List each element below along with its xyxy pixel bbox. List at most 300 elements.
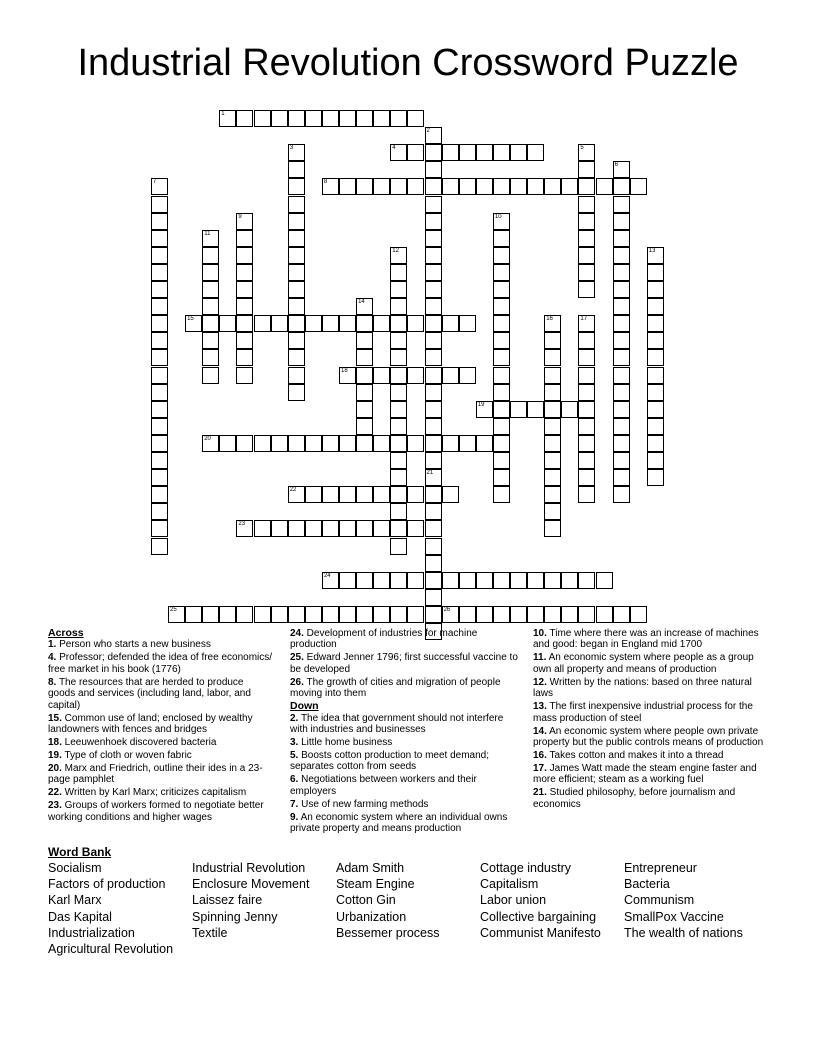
grid-cell[interactable]: [544, 486, 561, 503]
grid-cell[interactable]: [151, 384, 168, 401]
grid-cell[interactable]: [254, 606, 271, 623]
grid-cell[interactable]: [425, 161, 442, 178]
grid-cell[interactable]: [647, 298, 664, 315]
grid-cell[interactable]: [425, 264, 442, 281]
grid-cell[interactable]: [578, 161, 595, 178]
grid-cell[interactable]: [425, 144, 442, 161]
grid-cell[interactable]: [493, 486, 510, 503]
grid-cell[interactable]: [493, 247, 510, 264]
grid-cell[interactable]: [305, 520, 322, 537]
grid-cell[interactable]: [288, 315, 305, 332]
grid-cell[interactable]: [544, 349, 561, 366]
grid-cell[interactable]: [151, 230, 168, 247]
grid-cell[interactable]: [356, 401, 373, 418]
grid-cell[interactable]: [425, 384, 442, 401]
grid-cell[interactable]: [236, 606, 253, 623]
grid-cell[interactable]: [578, 435, 595, 452]
grid-cell[interactable]: [425, 178, 442, 195]
grid-cell[interactable]: [151, 247, 168, 264]
grid-cell[interactable]: [390, 384, 407, 401]
grid-cell[interactable]: [202, 247, 219, 264]
grid-cell[interactable]: [647, 247, 664, 264]
grid-cell[interactable]: [578, 213, 595, 230]
grid-cell[interactable]: [459, 367, 476, 384]
grid-cell[interactable]: [476, 572, 493, 589]
grid-cell[interactable]: [647, 281, 664, 298]
grid-cell[interactable]: [425, 503, 442, 520]
grid-cell[interactable]: [322, 435, 339, 452]
grid-cell[interactable]: [613, 196, 630, 213]
grid-cell[interactable]: [288, 110, 305, 127]
grid-cell[interactable]: [425, 486, 442, 503]
grid-cell[interactable]: [305, 486, 322, 503]
grid-cell[interactable]: [339, 435, 356, 452]
grid-cell[interactable]: [544, 367, 561, 384]
grid-cell[interactable]: [510, 572, 527, 589]
grid-cell[interactable]: [407, 572, 424, 589]
grid-cell[interactable]: [425, 230, 442, 247]
grid-cell[interactable]: [254, 110, 271, 127]
grid-cell[interactable]: [322, 606, 339, 623]
grid-cell[interactable]: [425, 401, 442, 418]
grid-cell[interactable]: [613, 401, 630, 418]
grid-cell[interactable]: [425, 538, 442, 555]
grid-cell[interactable]: [647, 469, 664, 486]
grid-cell[interactable]: [493, 264, 510, 281]
grid-cell[interactable]: [425, 298, 442, 315]
grid-cell[interactable]: [339, 572, 356, 589]
grid-cell[interactable]: [613, 298, 630, 315]
grid-cell[interactable]: [288, 520, 305, 537]
grid-cell[interactable]: [271, 606, 288, 623]
grid-cell[interactable]: [390, 435, 407, 452]
grid-cell[interactable]: [647, 435, 664, 452]
grid-cell[interactable]: [356, 349, 373, 366]
grid-cell[interactable]: [425, 589, 442, 606]
grid-cell[interactable]: [613, 418, 630, 435]
grid-cell[interactable]: [647, 367, 664, 384]
grid-cell[interactable]: [390, 469, 407, 486]
grid-cell[interactable]: [544, 332, 561, 349]
grid-cell[interactable]: [425, 127, 442, 144]
grid-cell[interactable]: [390, 349, 407, 366]
grid-cell[interactable]: [271, 110, 288, 127]
grid-cell[interactable]: [493, 213, 510, 230]
grid-cell[interactable]: [613, 230, 630, 247]
grid-cell[interactable]: [373, 435, 390, 452]
grid-cell[interactable]: [236, 520, 253, 537]
grid-cell[interactable]: [561, 178, 578, 195]
grid-cell[interactable]: [356, 298, 373, 315]
grid-cell[interactable]: [373, 367, 390, 384]
grid-cell[interactable]: [390, 298, 407, 315]
grid-cell[interactable]: [288, 281, 305, 298]
grid-cell[interactable]: [476, 435, 493, 452]
grid-cell[interactable]: [288, 264, 305, 281]
grid-cell[interactable]: [151, 196, 168, 213]
grid-cell[interactable]: [288, 332, 305, 349]
grid-cell[interactable]: [578, 247, 595, 264]
grid-cell[interactable]: [356, 606, 373, 623]
grid-cell[interactable]: [613, 247, 630, 264]
grid-cell[interactable]: [578, 384, 595, 401]
grid-cell[interactable]: [288, 435, 305, 452]
grid-cell[interactable]: [578, 315, 595, 332]
grid-cell[interactable]: [544, 606, 561, 623]
grid-cell[interactable]: [390, 418, 407, 435]
grid-cell[interactable]: [288, 298, 305, 315]
grid-cell[interactable]: [356, 367, 373, 384]
grid-cell[interactable]: [202, 281, 219, 298]
grid-cell[interactable]: [151, 213, 168, 230]
grid-cell[interactable]: [578, 606, 595, 623]
grid-cell[interactable]: [442, 435, 459, 452]
grid-cell[interactable]: [442, 572, 459, 589]
grid-cell[interactable]: [339, 520, 356, 537]
grid-cell[interactable]: [236, 213, 253, 230]
grid-cell[interactable]: [578, 230, 595, 247]
grid-cell[interactable]: [613, 281, 630, 298]
grid-cell[interactable]: [578, 452, 595, 469]
grid-cell[interactable]: [578, 281, 595, 298]
grid-cell[interactable]: [288, 178, 305, 195]
grid-cell[interactable]: [202, 367, 219, 384]
grid-cell[interactable]: [459, 178, 476, 195]
grid-cell[interactable]: [305, 110, 322, 127]
grid-cell[interactable]: [493, 367, 510, 384]
grid-cell[interactable]: [236, 367, 253, 384]
grid-cell[interactable]: [613, 384, 630, 401]
grid-cell[interactable]: [544, 178, 561, 195]
grid-cell[interactable]: [168, 606, 185, 623]
grid-cell[interactable]: [202, 606, 219, 623]
grid-cell[interactable]: [305, 315, 322, 332]
grid-cell[interactable]: [407, 110, 424, 127]
grid-cell[interactable]: [493, 401, 510, 418]
grid-cell[interactable]: [425, 452, 442, 469]
grid-cell[interactable]: [373, 486, 390, 503]
grid-cell[interactable]: [578, 349, 595, 366]
grid-cell[interactable]: [219, 110, 236, 127]
grid-cell[interactable]: [613, 435, 630, 452]
grid-cell[interactable]: [442, 178, 459, 195]
grid-cell[interactable]: [322, 486, 339, 503]
grid-cell[interactable]: [356, 418, 373, 435]
grid-cell[interactable]: [425, 572, 442, 589]
grid-cell[interactable]: [236, 315, 253, 332]
grid-cell[interactable]: [613, 349, 630, 366]
grid-cell[interactable]: [356, 315, 373, 332]
grid-cell[interactable]: [288, 486, 305, 503]
grid-cell[interactable]: [288, 144, 305, 161]
grid-cell[interactable]: [561, 572, 578, 589]
grid-cell[interactable]: [407, 315, 424, 332]
grid-cell[interactable]: [493, 452, 510, 469]
grid-cell[interactable]: [254, 520, 271, 537]
grid-cell[interactable]: [544, 520, 561, 537]
grid-cell[interactable]: [322, 315, 339, 332]
grid-cell[interactable]: [425, 435, 442, 452]
grid-cell[interactable]: [647, 332, 664, 349]
grid-cell[interactable]: [442, 144, 459, 161]
grid-cell[interactable]: [425, 213, 442, 230]
grid-cell[interactable]: [288, 606, 305, 623]
grid-cell[interactable]: [493, 572, 510, 589]
grid-cell[interactable]: [151, 349, 168, 366]
grid-cell[interactable]: [596, 178, 613, 195]
grid-cell[interactable]: [373, 178, 390, 195]
grid-cell[interactable]: [305, 435, 322, 452]
grid-cell[interactable]: [407, 435, 424, 452]
grid-cell[interactable]: [493, 606, 510, 623]
grid-cell[interactable]: [373, 315, 390, 332]
grid-cell[interactable]: [356, 486, 373, 503]
grid-cell[interactable]: [578, 264, 595, 281]
grid-cell[interactable]: [647, 315, 664, 332]
grid-cell[interactable]: [493, 418, 510, 435]
grid-cell[interactable]: [356, 572, 373, 589]
grid-cell[interactable]: [219, 315, 236, 332]
grid-cell[interactable]: [510, 606, 527, 623]
grid-cell[interactable]: [476, 178, 493, 195]
grid-cell[interactable]: [390, 503, 407, 520]
grid-cell[interactable]: [322, 178, 339, 195]
grid-cell[interactable]: [288, 384, 305, 401]
grid-cell[interactable]: [236, 349, 253, 366]
grid-cell[interactable]: [151, 401, 168, 418]
grid-cell[interactable]: [236, 332, 253, 349]
grid-cell[interactable]: [356, 435, 373, 452]
grid-cell[interactable]: [219, 606, 236, 623]
grid-cell[interactable]: [151, 332, 168, 349]
grid-cell[interactable]: [613, 178, 630, 195]
grid-cell[interactable]: [613, 213, 630, 230]
grid-cell[interactable]: [459, 606, 476, 623]
grid-cell[interactable]: [476, 401, 493, 418]
grid-cell[interactable]: [390, 486, 407, 503]
grid-cell[interactable]: [647, 418, 664, 435]
grid-cell[interactable]: [407, 486, 424, 503]
grid-cell[interactable]: [236, 281, 253, 298]
grid-cell[interactable]: [202, 349, 219, 366]
grid-cell[interactable]: [544, 572, 561, 589]
grid-cell[interactable]: [561, 401, 578, 418]
grid-cell[interactable]: [236, 110, 253, 127]
grid-cell[interactable]: [390, 367, 407, 384]
grid-cell[interactable]: [544, 401, 561, 418]
grid-cell[interactable]: [459, 572, 476, 589]
grid-cell[interactable]: [356, 178, 373, 195]
grid-cell[interactable]: [390, 110, 407, 127]
grid-cell[interactable]: [151, 452, 168, 469]
grid-cell[interactable]: [373, 520, 390, 537]
grid-cell[interactable]: [578, 178, 595, 195]
grid-cell[interactable]: [407, 178, 424, 195]
grid-cell[interactable]: [271, 520, 288, 537]
grid-cell[interactable]: [202, 332, 219, 349]
grid-cell[interactable]: [527, 606, 544, 623]
grid-cell[interactable]: [544, 452, 561, 469]
grid-cell[interactable]: [544, 384, 561, 401]
grid-cell[interactable]: [339, 178, 356, 195]
grid-cell[interactable]: [527, 144, 544, 161]
grid-cell[interactable]: [339, 315, 356, 332]
grid-cell[interactable]: [236, 298, 253, 315]
grid-cell[interactable]: [236, 435, 253, 452]
grid-cell[interactable]: [390, 332, 407, 349]
grid-cell[interactable]: [459, 144, 476, 161]
grid-cell[interactable]: [442, 315, 459, 332]
grid-cell[interactable]: [390, 247, 407, 264]
grid-cell[interactable]: [596, 572, 613, 589]
grid-cell[interactable]: [236, 247, 253, 264]
grid-cell[interactable]: [425, 520, 442, 537]
grid-cell[interactable]: [288, 247, 305, 264]
grid-cell[interactable]: [425, 332, 442, 349]
grid-cell[interactable]: [493, 469, 510, 486]
grid-cell[interactable]: [202, 315, 219, 332]
grid-cell[interactable]: [322, 572, 339, 589]
grid-cell[interactable]: [578, 486, 595, 503]
grid-cell[interactable]: [425, 247, 442, 264]
grid-cell[interactable]: [407, 606, 424, 623]
grid-cell[interactable]: [151, 520, 168, 537]
grid-cell[interactable]: [254, 315, 271, 332]
grid-cell[interactable]: [493, 315, 510, 332]
grid-cell[interactable]: [151, 503, 168, 520]
grid-cell[interactable]: [647, 452, 664, 469]
grid-cell[interactable]: [613, 486, 630, 503]
grid-cell[interactable]: [390, 281, 407, 298]
grid-cell[interactable]: [544, 418, 561, 435]
grid-cell[interactable]: [271, 315, 288, 332]
grid-cell[interactable]: [288, 196, 305, 213]
grid-cell[interactable]: [578, 144, 595, 161]
grid-cell[interactable]: [151, 538, 168, 555]
grid-cell[interactable]: [288, 349, 305, 366]
grid-cell[interactable]: [613, 452, 630, 469]
grid-cell[interactable]: [578, 196, 595, 213]
grid-cell[interactable]: [373, 606, 390, 623]
grid-cell[interactable]: [527, 572, 544, 589]
grid-cell[interactable]: [236, 230, 253, 247]
grid-cell[interactable]: [151, 298, 168, 315]
grid-cell[interactable]: [647, 349, 664, 366]
grid-cell[interactable]: [322, 110, 339, 127]
grid-cell[interactable]: [493, 332, 510, 349]
grid-cell[interactable]: [390, 572, 407, 589]
grid-cell[interactable]: [544, 469, 561, 486]
grid-cell[interactable]: [236, 264, 253, 281]
grid-cell[interactable]: [305, 606, 322, 623]
grid-cell[interactable]: [339, 606, 356, 623]
grid-cell[interactable]: [185, 606, 202, 623]
grid-cell[interactable]: [339, 486, 356, 503]
grid-cell[interactable]: [425, 469, 442, 486]
grid-cell[interactable]: [459, 315, 476, 332]
grid-cell[interactable]: [407, 520, 424, 537]
grid-cell[interactable]: [390, 144, 407, 161]
grid-cell[interactable]: [339, 110, 356, 127]
grid-cell[interactable]: [151, 178, 168, 195]
grid-cell[interactable]: [254, 435, 271, 452]
grid-cell[interactable]: [613, 606, 630, 623]
grid-cell[interactable]: [202, 435, 219, 452]
grid-cell[interactable]: [288, 161, 305, 178]
grid-cell[interactable]: [390, 264, 407, 281]
grid-cell[interactable]: [151, 469, 168, 486]
grid-cell[interactable]: [202, 298, 219, 315]
grid-cell[interactable]: [425, 367, 442, 384]
grid-cell[interactable]: [476, 144, 493, 161]
grid-cell[interactable]: [613, 367, 630, 384]
grid-cell[interactable]: [613, 332, 630, 349]
grid-cell[interactable]: [390, 538, 407, 555]
grid-cell[interactable]: [476, 606, 493, 623]
grid-cell[interactable]: [356, 110, 373, 127]
grid-cell[interactable]: [151, 315, 168, 332]
grid-cell[interactable]: [493, 384, 510, 401]
grid-cell[interactable]: [561, 606, 578, 623]
grid-cell[interactable]: [442, 367, 459, 384]
grid-cell[interactable]: [596, 606, 613, 623]
grid-cell[interactable]: [578, 332, 595, 349]
grid-cell[interactable]: [578, 367, 595, 384]
grid-cell[interactable]: [425, 555, 442, 572]
grid-cell[interactable]: [288, 230, 305, 247]
grid-cell[interactable]: [151, 486, 168, 503]
grid-cell[interactable]: [578, 469, 595, 486]
grid-cell[interactable]: [544, 503, 561, 520]
grid-cell[interactable]: [219, 435, 236, 452]
grid-cell[interactable]: [356, 520, 373, 537]
grid-cell[interactable]: [647, 264, 664, 281]
grid-cell[interactable]: [613, 161, 630, 178]
grid-cell[interactable]: [390, 606, 407, 623]
grid-cell[interactable]: [288, 213, 305, 230]
grid-cell[interactable]: [493, 144, 510, 161]
grid-cell[interactable]: [647, 401, 664, 418]
grid-cell[interactable]: [527, 401, 544, 418]
grid-cell[interactable]: [202, 230, 219, 247]
grid-cell[interactable]: [578, 572, 595, 589]
grid-cell[interactable]: [647, 384, 664, 401]
grid-cell[interactable]: [373, 110, 390, 127]
grid-cell[interactable]: [425, 196, 442, 213]
grid-cell[interactable]: [613, 469, 630, 486]
grid-cell[interactable]: [151, 264, 168, 281]
grid-cell[interactable]: [390, 178, 407, 195]
grid-cell[interactable]: [544, 435, 561, 452]
grid-cell[interactable]: [493, 349, 510, 366]
grid-cell[interactable]: [356, 384, 373, 401]
grid-cell[interactable]: [442, 606, 459, 623]
grid-cell[interactable]: [510, 144, 527, 161]
grid-cell[interactable]: [442, 486, 459, 503]
grid-cell[interactable]: [493, 298, 510, 315]
grid-cell[interactable]: [630, 178, 647, 195]
grid-cell[interactable]: [510, 401, 527, 418]
grid-cell[interactable]: [425, 315, 442, 332]
grid-cell[interactable]: [425, 349, 442, 366]
grid-cell[interactable]: [630, 606, 647, 623]
grid-cell[interactable]: [151, 367, 168, 384]
grid-cell[interactable]: [185, 315, 202, 332]
grid-cell[interactable]: [151, 418, 168, 435]
grid-cell[interactable]: [493, 281, 510, 298]
grid-cell[interactable]: [356, 332, 373, 349]
grid-cell[interactable]: [390, 520, 407, 537]
